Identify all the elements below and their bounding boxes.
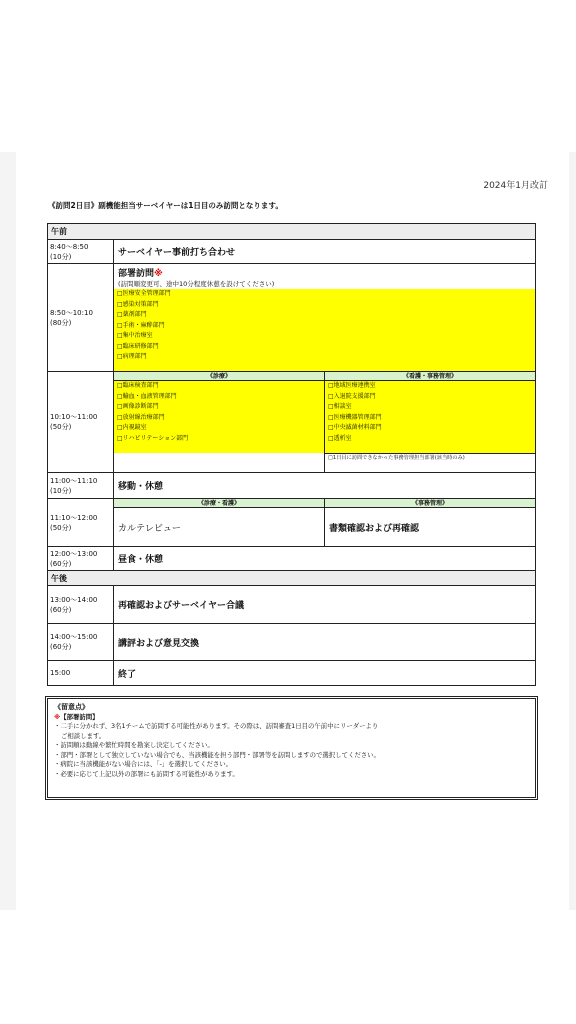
time-cell <box>48 473 114 498</box>
duration-label: (60分) <box>50 643 72 651</box>
duration-label: (50分) <box>50 423 72 431</box>
department-list <box>114 381 324 453</box>
time-label: 8:50～10:10 <box>50 308 93 317</box>
list-item: □放射線治療部門 <box>117 413 165 421</box>
time-cell <box>48 499 114 546</box>
table-row <box>48 623 535 660</box>
list-item: □入退院支援部門 <box>328 392 376 400</box>
time-cell <box>48 372 114 472</box>
list-item: □画像診断部門 <box>117 403 159 410</box>
department-list <box>325 381 535 453</box>
row-content: 昼食・休憩 <box>118 555 164 565</box>
list-item: □手術・麻酔部門 <box>117 321 165 329</box>
table-row <box>48 546 535 570</box>
visit-mark: ※ <box>154 269 163 279</box>
duration-label: (80分) <box>50 318 72 327</box>
list-item: □薬剤部門 <box>117 311 147 318</box>
duration-label: (60分) <box>50 559 72 568</box>
table-row <box>48 371 535 472</box>
notes-line: ・二手に分かれず、3名1チームで訪問する可能性があります。その際は、訪問審査1日目の午前中にリーダーより <box>54 722 379 730</box>
time-cell <box>48 547 114 570</box>
time-label: 14:00～15:00 <box>50 633 98 641</box>
row-content: サーベイヤー事前打ち合わせ <box>118 248 236 258</box>
time-cell <box>48 624 114 660</box>
time-label: 11:00～11:10 <box>50 476 98 485</box>
list-item: □医療安全管理部門 <box>117 290 171 297</box>
list-item: □病理部門 <box>117 353 147 360</box>
department-list <box>114 289 535 371</box>
table-row <box>48 498 535 546</box>
table-row <box>48 472 535 498</box>
time-label: 12:00～13:00 <box>50 549 98 558</box>
list-item: □輸血・血液管理部門 <box>117 392 177 400</box>
row-content: 終了 <box>118 669 137 680</box>
time-label: 8:40～8:50 <box>50 242 89 251</box>
duration-label: (50分) <box>50 523 72 532</box>
time-cell <box>48 661 114 685</box>
notes-box <box>47 698 536 798</box>
notes-subtitle: 【部署訪問】 <box>60 712 99 721</box>
list-item: □臨床検査部門 <box>117 382 159 389</box>
notes-line: ご相談します。 <box>61 731 106 740</box>
list-item: □内視鏡室 <box>117 424 147 431</box>
list-item: □感染対策部門 <box>117 300 159 308</box>
table-row <box>48 660 535 685</box>
notes-line: ・必要に応じて上記以外の部署にも訪問する可能性があります。 <box>54 769 239 778</box>
notes-line: ・部門・部署として独立していない場合でも、当該機能を担う部門・部署等を訪問しますので選択してください。 <box>54 750 380 759</box>
table-row <box>48 585 535 623</box>
row-content: 再確認およびサーベイヤー合議 <box>118 601 245 611</box>
list-item: □透析室 <box>328 434 352 442</box>
revision-date: 2024年1月改訂 <box>483 181 548 191</box>
duration-label: (10分) <box>50 252 72 261</box>
time-cell <box>48 586 114 623</box>
table-row <box>48 239 535 263</box>
nursing-admin-header: 《看護・事務管理》 <box>325 372 535 381</box>
duration-label: (10分) <box>50 486 72 495</box>
schedule-table <box>47 223 536 686</box>
list-item: □臨床研修部門 <box>117 342 159 350</box>
medical-nursing-header: 《診療・看護》 <box>114 499 324 508</box>
intro-note: 《訪問2日目》副機能担当サーベイヤーは1日目のみ訪問となります。 <box>48 201 283 210</box>
time-label: 11:10～12:00 <box>50 513 98 522</box>
visit-title: 部署訪問 <box>118 269 155 279</box>
duration-label: (60分) <box>50 605 72 614</box>
list-item-extra: □1日目に訪問できなかった事務管理担当部署(該当時のみ) <box>325 453 535 463</box>
notes-mark: ※ <box>54 712 61 721</box>
list-item: □医療機器管理部門 <box>328 413 382 421</box>
notes-line: ・訪問順は動線や繁忙時間を勘案し決定してください。 <box>54 741 214 749</box>
time-label: 10:10～11:00 <box>50 413 98 421</box>
section-pm <box>48 570 535 585</box>
list-item: □中央滅菌材料部門 <box>328 424 382 431</box>
notes-title: 《留意点》 <box>54 703 89 711</box>
table-row <box>48 263 535 371</box>
section-am-label: 午前 <box>51 227 67 236</box>
list-item: □相談室 <box>328 403 352 410</box>
list-item: □地域医療連携室 <box>328 382 376 389</box>
time-label: 15:00 <box>50 669 71 677</box>
visit-subnote: (訪問順変更可、途中10分程度休憩を設けてください) <box>118 280 275 288</box>
time-cell <box>48 240 114 263</box>
list-item: □集中治療室 <box>117 332 153 339</box>
row-content: 移動・休憩 <box>118 482 164 492</box>
time-cell <box>48 264 114 371</box>
section-am <box>48 224 535 239</box>
chart-review: カルテレビュー <box>118 523 181 534</box>
admin-header: 《事務管理》 <box>325 499 535 508</box>
medical-header: 《診療》 <box>114 372 324 381</box>
section-pm-label: 午後 <box>51 574 67 583</box>
list-item: □リハビリテーション部門 <box>117 434 189 442</box>
notes-line: ・病院に当該機能がない場合には、「-」を選択してください。 <box>54 760 233 768</box>
row-content: 講評および意見交換 <box>118 638 200 649</box>
time-label: 13:00～14:00 <box>50 595 98 604</box>
document-check: 書類確認および再確認 <box>329 523 420 534</box>
